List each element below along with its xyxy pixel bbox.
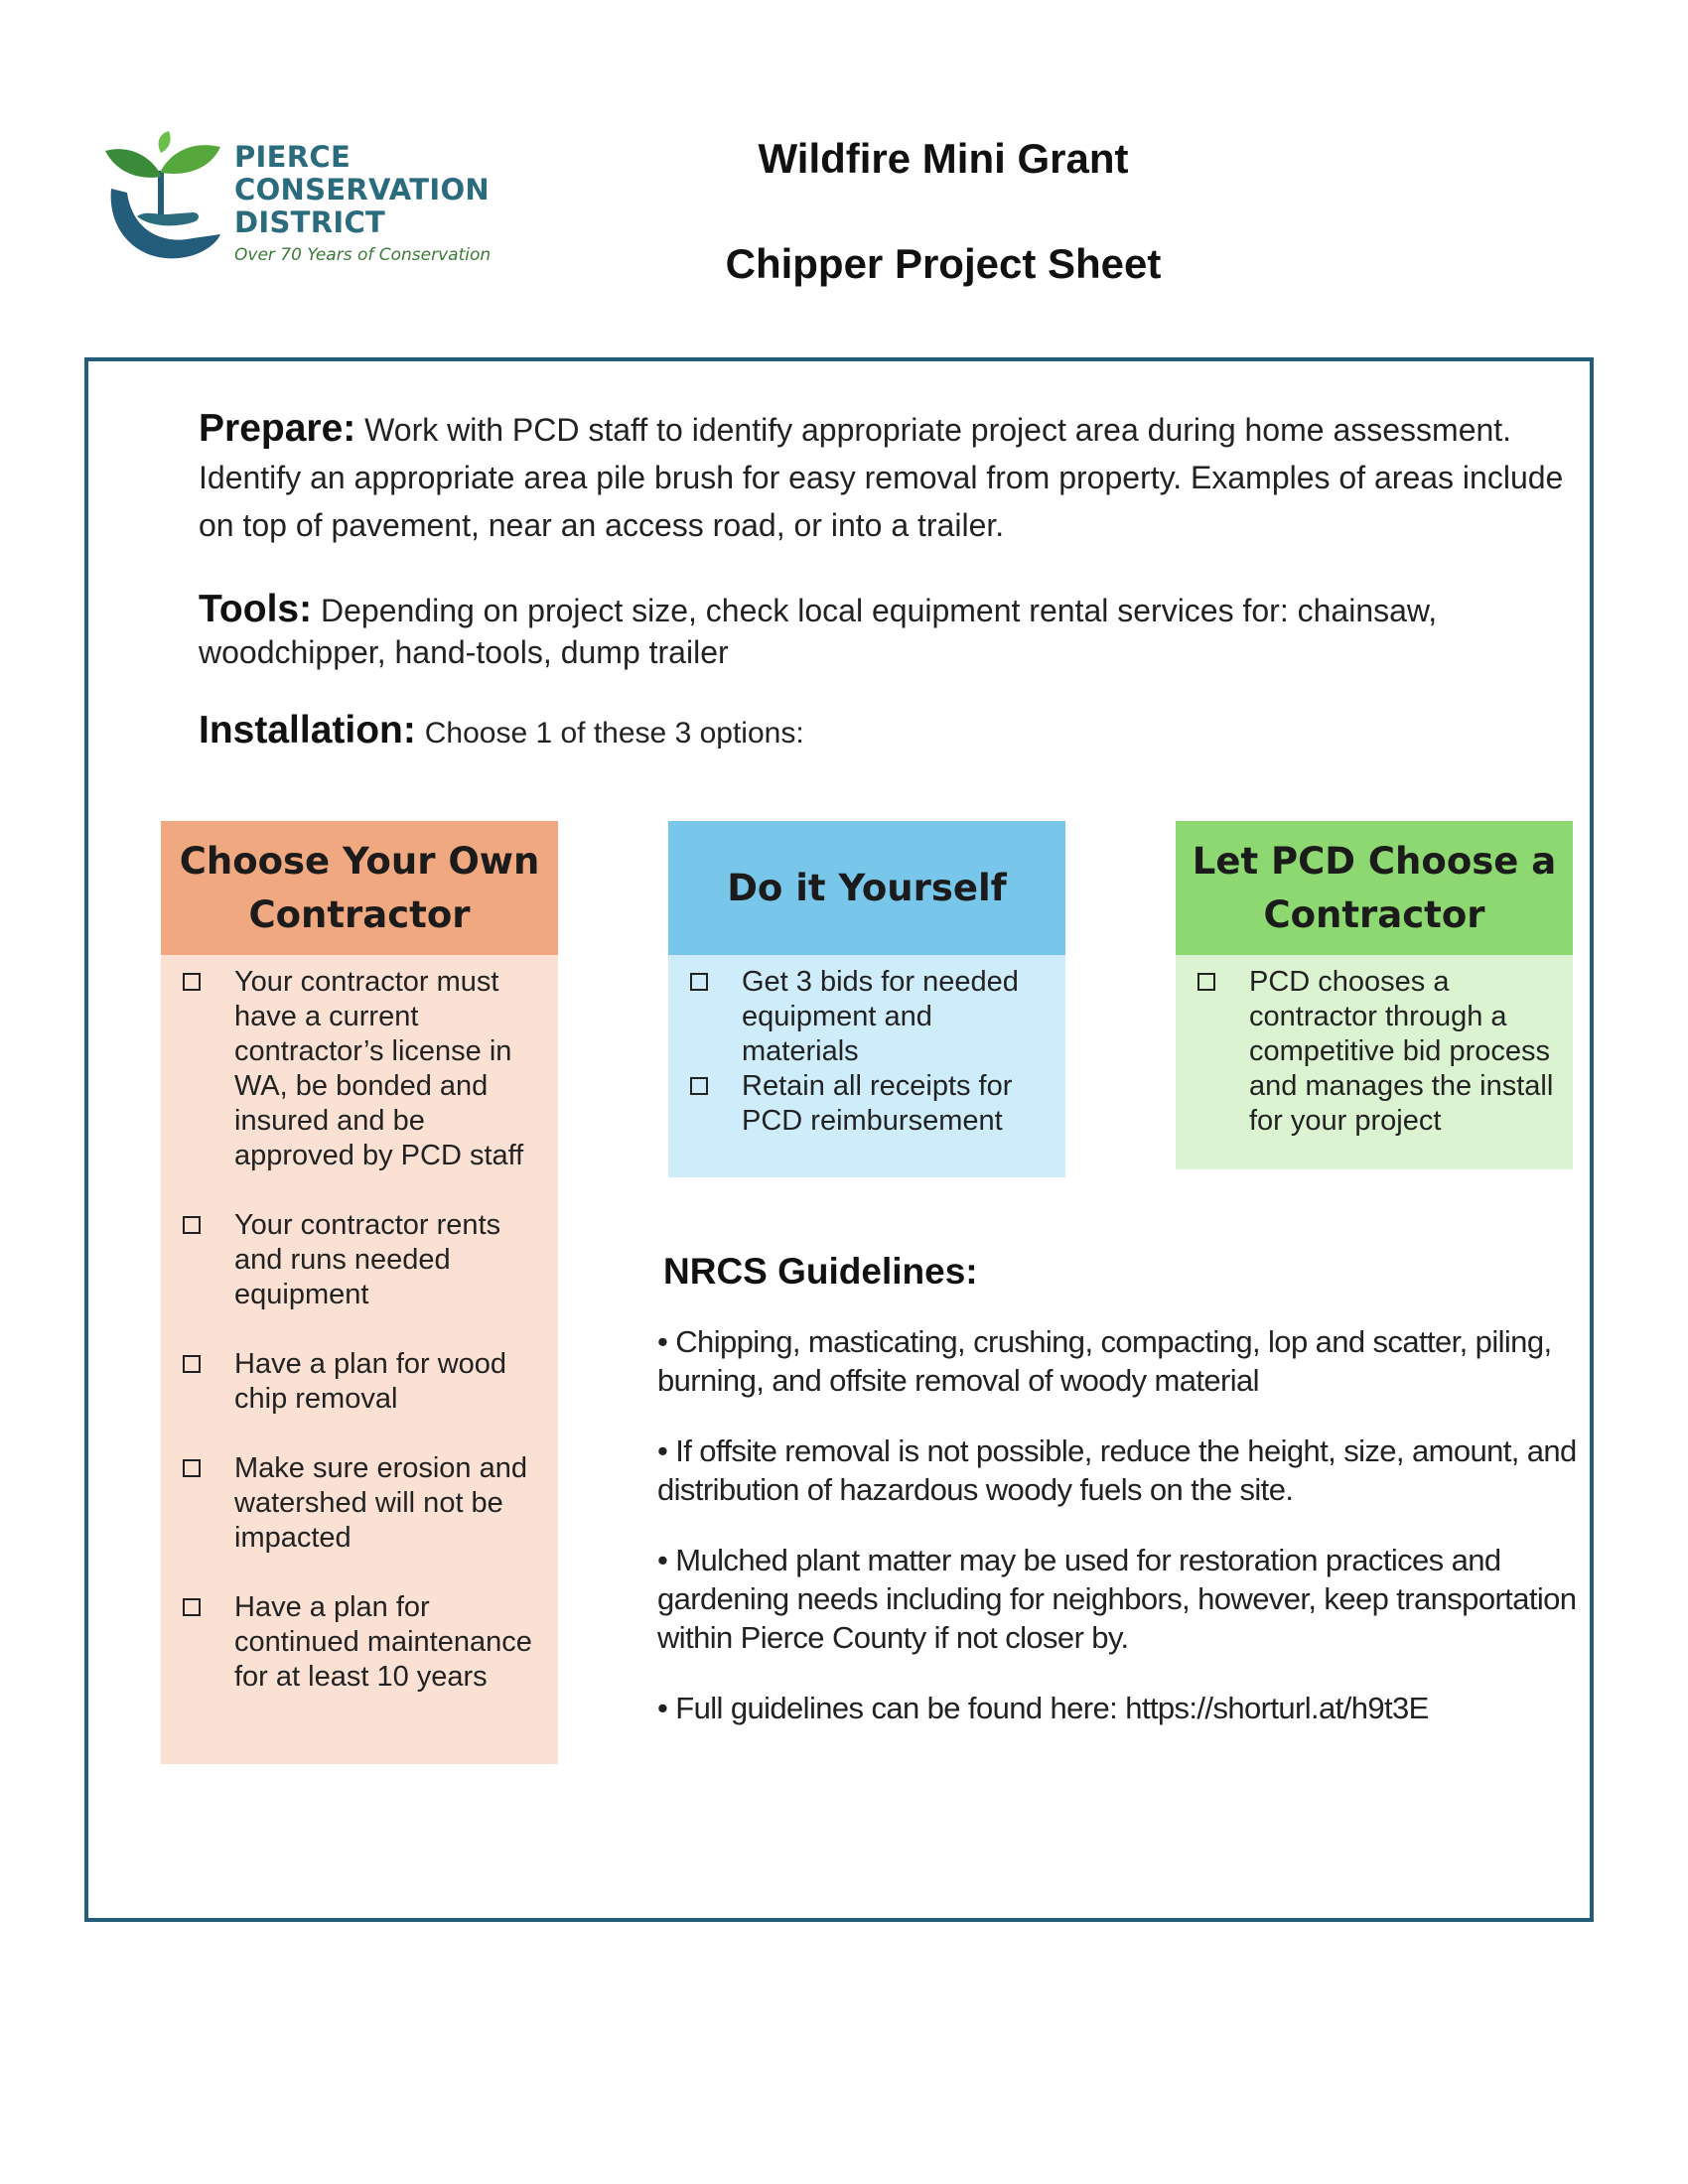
- checklist-item: [678, 1069, 1048, 1139]
- checkbox-icon[interactable]: [690, 1077, 708, 1095]
- guideline-item: • Chipping, masticating, crushing, compacting, lop and scatter, piling, burning, and offsite removal of woody material: [657, 1324, 1552, 1398]
- checkbox-icon[interactable]: [183, 1598, 201, 1616]
- checkbox-icon[interactable]: [183, 1459, 201, 1477]
- option-heading: [668, 821, 1065, 955]
- option-heading: [161, 821, 558, 955]
- checkbox-icon[interactable]: [690, 973, 708, 991]
- option-let-pcd-choose: [1176, 821, 1573, 1169]
- option-title-line: Contractor: [1263, 892, 1485, 936]
- checkbox-icon[interactable]: [183, 1355, 201, 1373]
- checklist-item: [171, 1590, 540, 1695]
- guideline-item[interactable]: • Full guidelines can be found here: https://shorturl.at/h9t3E: [657, 1691, 1429, 1725]
- prepare-text: Work with PCD staff to identify appropriate project area during home assessment. Identify an appropriate area pile brush for easy removal from property. Examples of areas include on top of pavement, near an access road, or into a trailer.: [199, 412, 1564, 543]
- prepare-section: [199, 405, 1569, 549]
- installation-text: Choose 1 of these 3 options:: [424, 717, 804, 750]
- checklist-item-text: Get 3 bids for needed equipment and materials: [742, 966, 1019, 1067]
- checklist-item-text: Your contractor must have a current contractor’s license in WA, be bonded and insured and be approved by PCD staff: [234, 966, 524, 1171]
- option-checklist: [668, 955, 1065, 1177]
- logo-name-line: DISTRICT: [234, 205, 386, 239]
- checklist-item-text: Your contractor rents and runs needed equipment: [234, 1209, 501, 1310]
- nrcs-guidelines-list: [657, 1322, 1591, 1759]
- checkbox-icon[interactable]: [183, 1216, 201, 1234]
- pcd-logo: [97, 131, 492, 270]
- option-title-line: Do it Yourself: [727, 866, 1007, 909]
- option-title-line: Let PCD Choose a: [1192, 839, 1557, 883]
- checkbox-icon[interactable]: [183, 973, 201, 991]
- logo-name-line: CONSERVATION: [234, 173, 490, 206]
- nrcs-heading: NRCS Guidelines:: [663, 1251, 978, 1292]
- option-heading: [1176, 821, 1573, 955]
- checklist-item: [678, 965, 1048, 1069]
- option-title-line: Choose Your Own: [179, 839, 540, 883]
- option-checklist: [161, 955, 558, 1764]
- checklist-item-text: Have a plan for wood chip removal: [234, 1348, 507, 1415]
- document-subtitle: Chipper Project Sheet: [725, 240, 1162, 287]
- checklist-item: [171, 965, 540, 1173]
- tools-section: [199, 589, 1569, 673]
- option-choose-own-contractor: [161, 821, 558, 1764]
- checklist-item: [171, 1451, 540, 1556]
- checklist-item: [1186, 965, 1555, 1139]
- logo-tagline: Over 70 Years of Conservation: [234, 245, 492, 265]
- logo-name-line: PIERCE: [234, 140, 352, 174]
- checklist-item-text: Make sure erosion and watershed will not be impacted: [234, 1452, 527, 1554]
- checklist-item: [171, 1347, 540, 1417]
- sprout-hand-icon: [97, 131, 224, 268]
- option-title-line: Contractor: [248, 892, 471, 936]
- guideline-item: • If offsite removal is not possible, reduce the height, size, amount, and distribution of hazardous woody fuels on the site.: [657, 1433, 1577, 1507]
- option-checklist: [1176, 955, 1573, 1169]
- installation-label: Installation:: [199, 709, 416, 751]
- checkbox-icon[interactable]: [1197, 973, 1215, 991]
- checklist-item-text: Retain all receipts for PCD reimbursement: [742, 1070, 1013, 1137]
- document-title: Wildfire Mini Grant: [758, 135, 1129, 182]
- prepare-label: Prepare:: [199, 407, 356, 450]
- option-do-it-yourself: [668, 821, 1065, 1177]
- checklist-item: [171, 1208, 540, 1312]
- guideline-item: • Mulched plant matter may be used for restoration practices and gardening needs including for neighbors, however, keep transportation within Pierce County if not closer by.: [657, 1543, 1577, 1655]
- checklist-item-text: Have a plan for continued maintenance for at least 10 years: [234, 1591, 532, 1693]
- tools-label: Tools:: [199, 588, 313, 630]
- checklist-item-text: PCD chooses a contractor through a competitive bid process and manages the install for your project: [1249, 966, 1554, 1137]
- installation-section: [199, 707, 1569, 757]
- tools-text: Depending on project size, check local equipment rental services for: chainsaw, woodchipper, hand-tools, dump trailer: [199, 593, 1438, 670]
